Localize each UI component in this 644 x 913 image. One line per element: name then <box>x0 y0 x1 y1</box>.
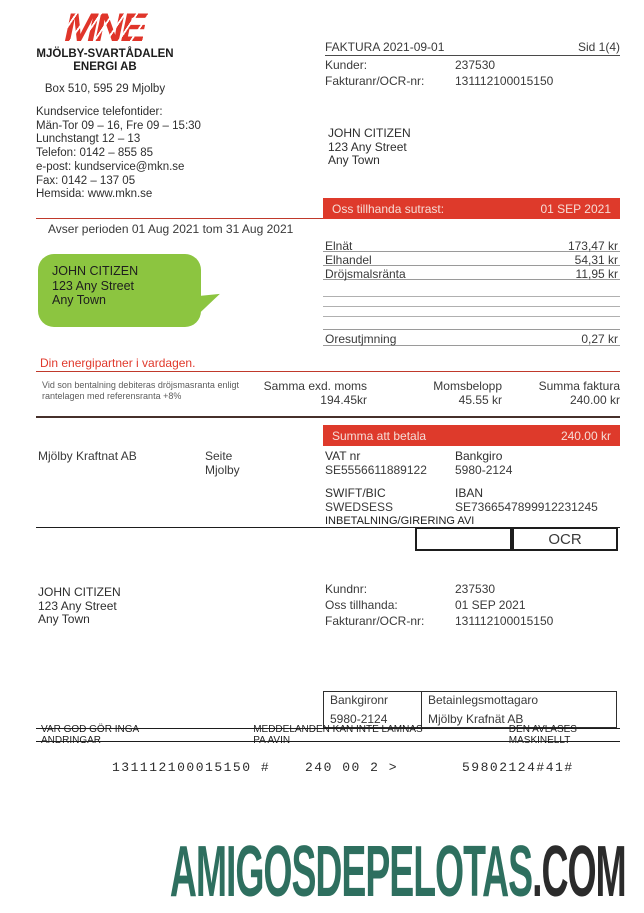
fine-print-line1: Vid son bentalning debiteras dröjsmasranta enligt <box>42 380 239 390</box>
payee-column <box>422 692 616 727</box>
amount-to-pay-label: Summa att betala <box>332 428 427 443</box>
watermark-tld: .COM <box>532 832 626 912</box>
company-address: Box 510, 595 29 Mjolby <box>44 83 166 95</box>
item-value: 11,95 kr <box>575 267 618 281</box>
item-label: Dröjsmalsränta <box>325 267 406 281</box>
seite-block <box>205 449 240 477</box>
footer-note: DEN AVLASES MASKINELLT <box>508 724 577 746</box>
slip-customer-number-label: Kundnr: <box>325 582 368 596</box>
customer-number-label: Kunder: <box>325 58 368 72</box>
line-items-table <box>323 238 620 346</box>
divider <box>36 218 323 219</box>
item-value: 173,47 kr <box>567 239 618 253</box>
company-logo: MNE <box>60 6 150 50</box>
bankgiro-value: 5980-2124 <box>455 463 513 477</box>
empty-row <box>323 307 620 317</box>
recipient-name: JOHN CITIZEN <box>328 126 411 140</box>
slip-recipient-street: 123 Any Street <box>38 598 117 613</box>
company-name-line1: MJÖLBY-SVARTÅDALEN <box>36 48 174 60</box>
bankgiro-column <box>324 692 422 727</box>
machine-ocr-amount: 240 00 2 > <box>305 760 399 775</box>
due-date-value: 01 SEP 2021 <box>540 201 611 216</box>
watermark-name: AMIGOSDEPELOTAS <box>170 832 533 912</box>
footer-note: MEDDELANDEN KAN INTE LAMNAS PA AVIN <box>253 724 423 746</box>
machine-ocr-reference: 131112100015150 # <box>112 760 271 775</box>
invoice-number-value: 131112100015150 <box>455 74 554 88</box>
iban-label: IBAN <box>455 486 484 500</box>
bankgiro-label: Bankgiro <box>455 449 503 463</box>
fine-print-line2: rantelagen med referensranta +8% <box>42 390 182 401</box>
slip-due-date-value: 01 SEP 2021 <box>455 598 526 612</box>
rounding-value: 0,27 kr <box>581 332 618 346</box>
slip-info-block <box>325 580 553 628</box>
kundservice-line: Kundservice telefontider: <box>36 106 163 118</box>
footer-note: VAR GOD GÖR INGA ANDRINGAR <box>41 724 139 746</box>
invoice-total-value: 240.00 kr <box>569 393 620 407</box>
vat-number-value: SE5556611889122 <box>325 463 427 477</box>
kundservice-email: e-post: kundservice@mkn.se <box>36 160 185 173</box>
vat-amount-label: Momsbelopp <box>433 379 502 393</box>
slip-customer-number-value: 237530 <box>455 582 496 596</box>
item-label: Elhandel <box>325 253 372 267</box>
recipient-address <box>328 127 411 168</box>
amount-entry-box <box>415 527 512 551</box>
slip-recipient-town: Any Town <box>38 612 90 626</box>
bankgiro-block <box>455 449 512 477</box>
kundservice-line: Män-Tor 09 – 16, Fre 09 – 15:30 <box>36 119 201 132</box>
table-row <box>323 238 620 252</box>
invoice-number-label: Fakturanr/OCR-nr: <box>325 74 425 88</box>
divider <box>36 371 620 372</box>
iban-value: SE7366547899912231245 <box>455 500 598 514</box>
rounding-row <box>323 329 620 346</box>
customer-number-value: 237530 <box>455 58 496 72</box>
iban-block <box>455 486 598 514</box>
page-number: Sid 1(4) <box>577 40 620 54</box>
bubble-recipient-town: Any Town <box>52 293 106 307</box>
vat-amount-value: 45.55 kr <box>458 393 502 407</box>
swift-block <box>325 486 393 514</box>
recipient-town: Any Town <box>328 153 380 167</box>
invoice-header <box>325 40 620 88</box>
bubble-recipient-name: JOHN CITIZEN <box>52 264 139 278</box>
billing-period: Avser perioden 01 Aug 2021 tom 31 Aug 2021 <box>48 222 294 236</box>
company-identity <box>20 8 190 95</box>
vat-number-label: VAT nr <box>325 449 361 463</box>
slip-info-row <box>325 614 553 628</box>
amount-to-pay-bar <box>323 425 620 446</box>
empty-row <box>323 297 620 307</box>
machine-ocr-bankgiro: 59802124#41# <box>462 760 574 775</box>
bankgiro-payee-table <box>323 691 617 728</box>
ocr-reference-box <box>512 527 618 551</box>
swift-value: SWEDSESS <box>325 500 394 514</box>
network-company: Mjölby Kraftnat AB <box>38 449 137 463</box>
total-excl-vat <box>245 379 367 407</box>
slip-invoice-number-value: 131112100015150 <box>455 614 554 628</box>
rounding-label: Oresutjmning <box>325 332 397 346</box>
seite-value: Mjolby <box>205 463 240 477</box>
slip-recipient-address <box>38 586 121 627</box>
customer-service-block <box>36 106 276 202</box>
kundservice-line: Lunchstangt 12 – 13 <box>36 133 141 146</box>
bankgiro-column-header: Bankgironr <box>330 693 389 707</box>
item-value: 54,31 kr <box>574 253 618 267</box>
invoice-total <box>498 379 620 407</box>
company-name-line2: ENERGI AB <box>73 61 137 73</box>
vat-amount <box>380 379 502 407</box>
bubble-recipient-street: 123 Any Street <box>52 278 135 293</box>
table-row <box>323 252 620 266</box>
ocr-box-label: OCR <box>548 530 582 548</box>
total-excl-vat-value: 194.45kr <box>320 393 367 407</box>
slip-recipient-name: JOHN CITIZEN <box>38 585 121 599</box>
amount-to-pay-value: 240.00 kr <box>560 428 611 443</box>
payee-column-header: Betainlegsmottagaro <box>428 693 539 707</box>
item-label: Elnät <box>325 239 353 253</box>
company-tagline: Din energipartner i vardagen. <box>40 356 196 370</box>
watermark <box>170 832 626 912</box>
payment-slip-title: INBETALNING/GIRERING AVI <box>325 515 475 527</box>
due-date-label: Oss tillhanda sutrast: <box>332 201 445 216</box>
kundservice-line: Telefon: 0142 – 855 85 <box>36 147 154 160</box>
invoice-title: FAKTURA 2021-09-01 <box>325 40 445 54</box>
slip-due-date-label: Oss tillhanda: <box>325 598 398 612</box>
slip-instructions-bar <box>36 724 620 746</box>
divider <box>36 416 620 418</box>
payee-column-value: Mjölby Krafnät AB <box>428 712 524 726</box>
swift-label: SWIFT/BIC <box>325 486 386 500</box>
recipient-speech-bubble <box>38 254 201 327</box>
table-row <box>323 266 620 280</box>
bankgiro-column-value: 5980-2124 <box>330 712 388 726</box>
vat-number-block <box>325 449 427 477</box>
empty-row <box>323 287 620 297</box>
slip-info-row <box>325 582 553 596</box>
seite-label: Seite <box>205 449 233 463</box>
total-excl-vat-label: Samma exd. moms <box>263 379 367 393</box>
late-payment-fine-print <box>42 380 239 401</box>
slip-info-row <box>325 598 553 612</box>
due-date-bar <box>323 198 620 219</box>
invoice-total-label: Summa faktura <box>538 379 620 393</box>
kundservice-website: Hemsida: www.mkn.se <box>36 188 153 201</box>
kundservice-fax: Fax: 0142 – 137 05 <box>36 174 136 187</box>
slip-invoice-number-label: Fakturanr/OCR-nr: <box>325 614 425 628</box>
recipient-street: 123 Any Street <box>328 139 407 154</box>
